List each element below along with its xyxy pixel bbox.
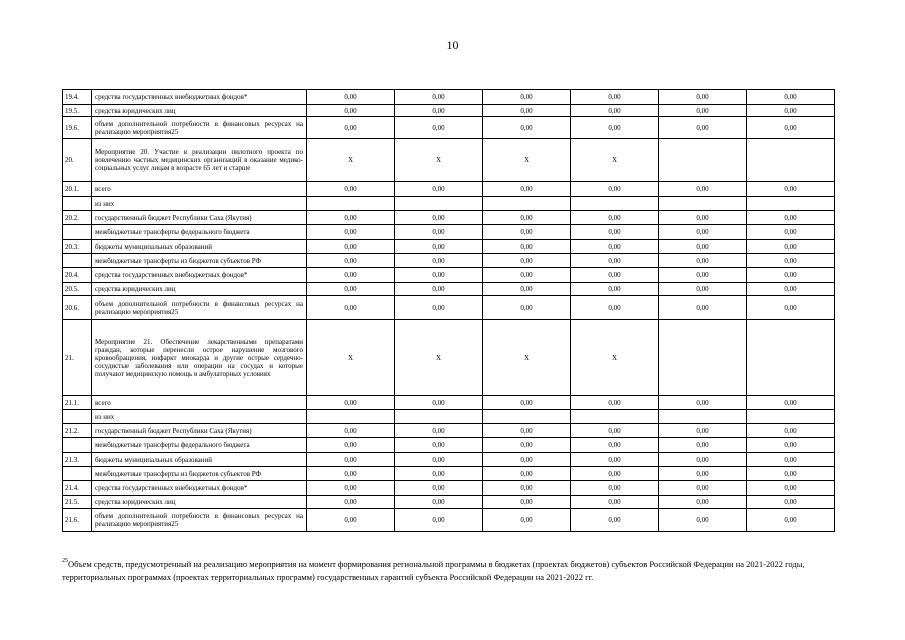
- table-row: [63, 509, 835, 532]
- value-cell: 0,00: [571, 225, 659, 240]
- value-cell: [483, 197, 571, 211]
- value-cell: 0,00: [395, 424, 483, 438]
- value-cell: X: [395, 320, 483, 396]
- value-cell: 0,00: [395, 240, 483, 254]
- value-cell: 0,00: [395, 509, 483, 532]
- footnote: [62, 558, 852, 584]
- row-description: межбюджетные трансферты из бюджетов субъектов РФ: [92, 254, 307, 268]
- value-cell: 0,00: [395, 117, 483, 139]
- value-cell: 0,00: [307, 496, 395, 509]
- row-description: государственный бюджет Республики Саха (Якутия): [92, 211, 307, 225]
- footnote-mark: 25: [62, 558, 68, 564]
- value-cell: 0,00: [307, 396, 395, 410]
- value-cell: 0,00: [747, 211, 835, 225]
- value-cell: [747, 197, 835, 211]
- value-cell: 0,00: [659, 90, 747, 105]
- row-number: 21.5.: [63, 496, 92, 509]
- row-number: 20.6.: [63, 296, 92, 320]
- value-cell: 0,00: [659, 240, 747, 254]
- table-row: [63, 453, 835, 467]
- row-number: 21.2.: [63, 424, 92, 438]
- value-cell: 0,00: [307, 296, 395, 320]
- value-cell: 0,00: [659, 211, 747, 225]
- value-cell: 0,00: [395, 90, 483, 105]
- value-cell: 0,00: [395, 438, 483, 453]
- value-cell: 0,00: [747, 182, 835, 197]
- value-cell: 0,00: [571, 268, 659, 283]
- value-cell: 0,00: [483, 225, 571, 240]
- value-cell: 0,00: [483, 453, 571, 467]
- value-cell: 0,00: [395, 254, 483, 268]
- table-row: [63, 296, 835, 320]
- value-cell: 0,00: [571, 254, 659, 268]
- value-cell: 0,00: [747, 509, 835, 532]
- row-number: 21.1.: [63, 396, 92, 410]
- value-cell: 0,00: [395, 182, 483, 197]
- row-description: из них: [92, 197, 307, 211]
- row-description: средства государственных внебюджетных фондов*: [92, 481, 307, 496]
- row-number: [63, 197, 92, 211]
- value-cell: 0,00: [307, 283, 395, 296]
- value-cell: 0,00: [571, 509, 659, 532]
- value-cell: 0,00: [571, 296, 659, 320]
- value-cell: 0,00: [659, 105, 747, 117]
- table-row: [63, 396, 835, 410]
- value-cell: 0,00: [307, 211, 395, 225]
- value-cell: X: [307, 320, 395, 396]
- row-number: 21.4.: [63, 481, 92, 496]
- value-cell: 0,00: [483, 467, 571, 481]
- value-cell: 0,00: [659, 283, 747, 296]
- value-cell: 0,00: [571, 90, 659, 105]
- value-cell: 0,00: [747, 438, 835, 453]
- row-number: [63, 254, 92, 268]
- value-cell: 0,00: [395, 467, 483, 481]
- value-cell: 0,00: [747, 481, 835, 496]
- value-cell: 0,00: [395, 225, 483, 240]
- value-cell: [571, 197, 659, 211]
- row-description: объем дополнительной потребности в финансовых ресурсах на реализацию мероприятия25: [92, 509, 307, 532]
- value-cell: 0,00: [483, 438, 571, 453]
- value-cell: 0,00: [307, 453, 395, 467]
- value-cell: 0,00: [571, 283, 659, 296]
- value-cell: 0,00: [659, 254, 747, 268]
- table-row: [63, 117, 835, 139]
- table-row: [63, 182, 835, 197]
- row-number: 20.5.: [63, 283, 92, 296]
- value-cell: [307, 197, 395, 211]
- value-cell: 0,00: [659, 509, 747, 532]
- value-cell: 0,00: [571, 438, 659, 453]
- value-cell: 0,00: [571, 453, 659, 467]
- row-description: из них: [92, 410, 307, 424]
- row-description: бюджеты муниципальных образований: [92, 240, 307, 254]
- value-cell: 0,00: [307, 182, 395, 197]
- value-cell: [395, 197, 483, 211]
- value-cell: [659, 410, 747, 424]
- row-number: 19.4.: [63, 90, 92, 105]
- value-cell: 0,00: [307, 254, 395, 268]
- value-cell: 0,00: [659, 496, 747, 509]
- value-cell: 0,00: [307, 268, 395, 283]
- value-cell: 0,00: [747, 424, 835, 438]
- row-number: [63, 467, 92, 481]
- value-cell: 0,00: [747, 268, 835, 283]
- value-cell: 0,00: [483, 240, 571, 254]
- value-cell: 0,00: [659, 453, 747, 467]
- value-cell: 0,00: [747, 90, 835, 105]
- value-cell: X: [571, 139, 659, 182]
- value-cell: 0,00: [483, 182, 571, 197]
- value-cell: X: [571, 320, 659, 396]
- value-cell: 0,00: [659, 424, 747, 438]
- value-cell: 0,00: [307, 481, 395, 496]
- value-cell: 0,00: [571, 467, 659, 481]
- row-description: объем дополнительной потребности в финансовых ресурсах на реализацию мероприятия25: [92, 296, 307, 320]
- value-cell: 0,00: [571, 481, 659, 496]
- value-cell: X: [307, 139, 395, 182]
- table-row: [63, 139, 835, 182]
- row-description: Мероприятие 21. Обеспечение лекарственными препаратами граждан, которые перенесли острое нарушение мозгового кровообращения, инфаркт миокарда и другие острые сердечно-сосудистые заболевания или операции на сосудах и которые получают медицинскую помощь в амбулаторных условиях: [92, 320, 307, 396]
- value-cell: 0,00: [747, 467, 835, 481]
- table-row: [63, 496, 835, 509]
- row-description: средства юридических лиц: [92, 496, 307, 509]
- row-number: 21.3.: [63, 453, 92, 467]
- table-row: [63, 320, 835, 396]
- value-cell: 0,00: [571, 396, 659, 410]
- value-cell: 0,00: [747, 105, 835, 117]
- value-cell: 0,00: [747, 496, 835, 509]
- row-description: межбюджетные трансферты федерального бюджета: [92, 438, 307, 453]
- value-cell: 0,00: [307, 424, 395, 438]
- value-cell: 0,00: [395, 283, 483, 296]
- value-cell: 0,00: [395, 496, 483, 509]
- value-cell: 0,00: [307, 90, 395, 105]
- page-number: 10: [446, 38, 459, 52]
- value-cell: [571, 410, 659, 424]
- value-cell: 0,00: [659, 117, 747, 139]
- value-cell: [747, 139, 835, 182]
- row-description: государственный бюджет Республики Саха (Якутия): [92, 424, 307, 438]
- value-cell: 0,00: [395, 268, 483, 283]
- value-cell: [483, 410, 571, 424]
- value-cell: 0,00: [307, 105, 395, 117]
- row-number: [63, 410, 92, 424]
- row-number: [63, 438, 92, 453]
- row-number: 20.2.: [63, 211, 92, 225]
- value-cell: [395, 410, 483, 424]
- row-description: объем дополнительной потребности в финансовых ресурсах на реализацию мероприятия25: [92, 117, 307, 139]
- value-cell: 0,00: [659, 182, 747, 197]
- value-cell: 0,00: [395, 105, 483, 117]
- row-number: 20.4.: [63, 268, 92, 283]
- row-number: 20.: [63, 139, 92, 182]
- row-description: средства юридических лиц: [92, 283, 307, 296]
- value-cell: 0,00: [571, 424, 659, 438]
- value-cell: 0,00: [747, 296, 835, 320]
- row-number: [63, 225, 92, 240]
- value-cell: 0,00: [571, 240, 659, 254]
- value-cell: 0,00: [571, 211, 659, 225]
- value-cell: 0,00: [571, 182, 659, 197]
- value-cell: [659, 320, 747, 396]
- value-cell: 0,00: [747, 225, 835, 240]
- value-cell: 0,00: [659, 467, 747, 481]
- row-number: 20.3.: [63, 240, 92, 254]
- row-number: 19.6.: [63, 117, 92, 139]
- value-cell: 0,00: [747, 283, 835, 296]
- value-cell: 0,00: [307, 509, 395, 532]
- table-row: [63, 211, 835, 225]
- value-cell: 0,00: [307, 467, 395, 481]
- value-cell: [747, 320, 835, 396]
- value-cell: 0,00: [571, 105, 659, 117]
- value-cell: 0,00: [747, 117, 835, 139]
- value-cell: 0,00: [395, 296, 483, 320]
- value-cell: X: [483, 139, 571, 182]
- table-row: [63, 90, 835, 105]
- value-cell: 0,00: [659, 481, 747, 496]
- value-cell: [747, 410, 835, 424]
- row-description: средства юридических лиц: [92, 105, 307, 117]
- row-description: всего: [92, 182, 307, 197]
- table-row: [63, 283, 835, 296]
- value-cell: 0,00: [395, 396, 483, 410]
- value-cell: 0,00: [483, 105, 571, 117]
- value-cell: 0,00: [747, 453, 835, 467]
- table-row: [63, 268, 835, 283]
- row-number: 21.6.: [63, 509, 92, 532]
- value-cell: 0,00: [307, 240, 395, 254]
- value-cell: [659, 197, 747, 211]
- value-cell: 0,00: [659, 296, 747, 320]
- value-cell: 0,00: [483, 509, 571, 532]
- row-description: средства государственных внебюджетных фондов*: [92, 90, 307, 105]
- table-row: [63, 424, 835, 438]
- value-cell: 0,00: [483, 424, 571, 438]
- row-description: межбюджетные трансферты федерального бюджета: [92, 225, 307, 240]
- footnote-text: Объем средств, предусмотренный на реализацию мероприятия на момент формирования региональной программы в бюджетах (проектах бюджетов) субъектов Российской Федерации на 2021-2022 годы, территориальных программах (проектах территориальных программ) государственных гарантий субъекта Российской Федерации на 2021-2022 гг.: [62, 559, 805, 582]
- value-cell: 0,00: [483, 90, 571, 105]
- value-cell: 0,00: [483, 268, 571, 283]
- table-row: [63, 197, 835, 211]
- row-number: 19.5.: [63, 105, 92, 117]
- value-cell: 0,00: [659, 268, 747, 283]
- table-row: [63, 438, 835, 453]
- value-cell: 0,00: [483, 211, 571, 225]
- row-number: 20.1.: [63, 182, 92, 197]
- value-cell: 0,00: [307, 117, 395, 139]
- value-cell: 0,00: [307, 438, 395, 453]
- table-row: [63, 240, 835, 254]
- table-row: [63, 410, 835, 424]
- value-cell: 0,00: [395, 481, 483, 496]
- value-cell: [307, 410, 395, 424]
- row-description: межбюджетные трансферты из бюджетов субъектов РФ: [92, 467, 307, 481]
- value-cell: 0,00: [659, 396, 747, 410]
- table-body: [63, 90, 835, 532]
- value-cell: 0,00: [483, 496, 571, 509]
- table-row: [63, 467, 835, 481]
- row-number: 21.: [63, 320, 92, 396]
- table-row: [63, 105, 835, 117]
- value-cell: 0,00: [483, 481, 571, 496]
- row-description: средства государственных внебюджетных фондов*: [92, 268, 307, 283]
- value-cell: 0,00: [395, 453, 483, 467]
- value-cell: X: [395, 139, 483, 182]
- table-row: [63, 254, 835, 268]
- row-description: бюджеты муниципальных образований: [92, 453, 307, 467]
- value-cell: 0,00: [483, 254, 571, 268]
- value-cell: 0,00: [395, 211, 483, 225]
- value-cell: 0,00: [747, 240, 835, 254]
- value-cell: 0,00: [571, 496, 659, 509]
- value-cell: 0,00: [571, 117, 659, 139]
- value-cell: X: [483, 320, 571, 396]
- value-cell: 0,00: [747, 254, 835, 268]
- value-cell: 0,00: [483, 283, 571, 296]
- table-row: [63, 481, 835, 496]
- value-cell: 0,00: [659, 438, 747, 453]
- value-cell: 0,00: [659, 225, 747, 240]
- value-cell: 0,00: [483, 296, 571, 320]
- value-cell: 0,00: [483, 117, 571, 139]
- value-cell: [659, 139, 747, 182]
- row-description: всего: [92, 396, 307, 410]
- budget-table: [62, 89, 835, 532]
- row-description: Мероприятие 20. Участие в реализации пилотного проекта по вовлечению частных медицинских организаций в оказание медико-социальных услуг лицам в возрасте 65 лет и старше: [92, 139, 307, 182]
- value-cell: 0,00: [747, 396, 835, 410]
- table-row: [63, 225, 835, 240]
- value-cell: 0,00: [483, 396, 571, 410]
- value-cell: 0,00: [307, 225, 395, 240]
